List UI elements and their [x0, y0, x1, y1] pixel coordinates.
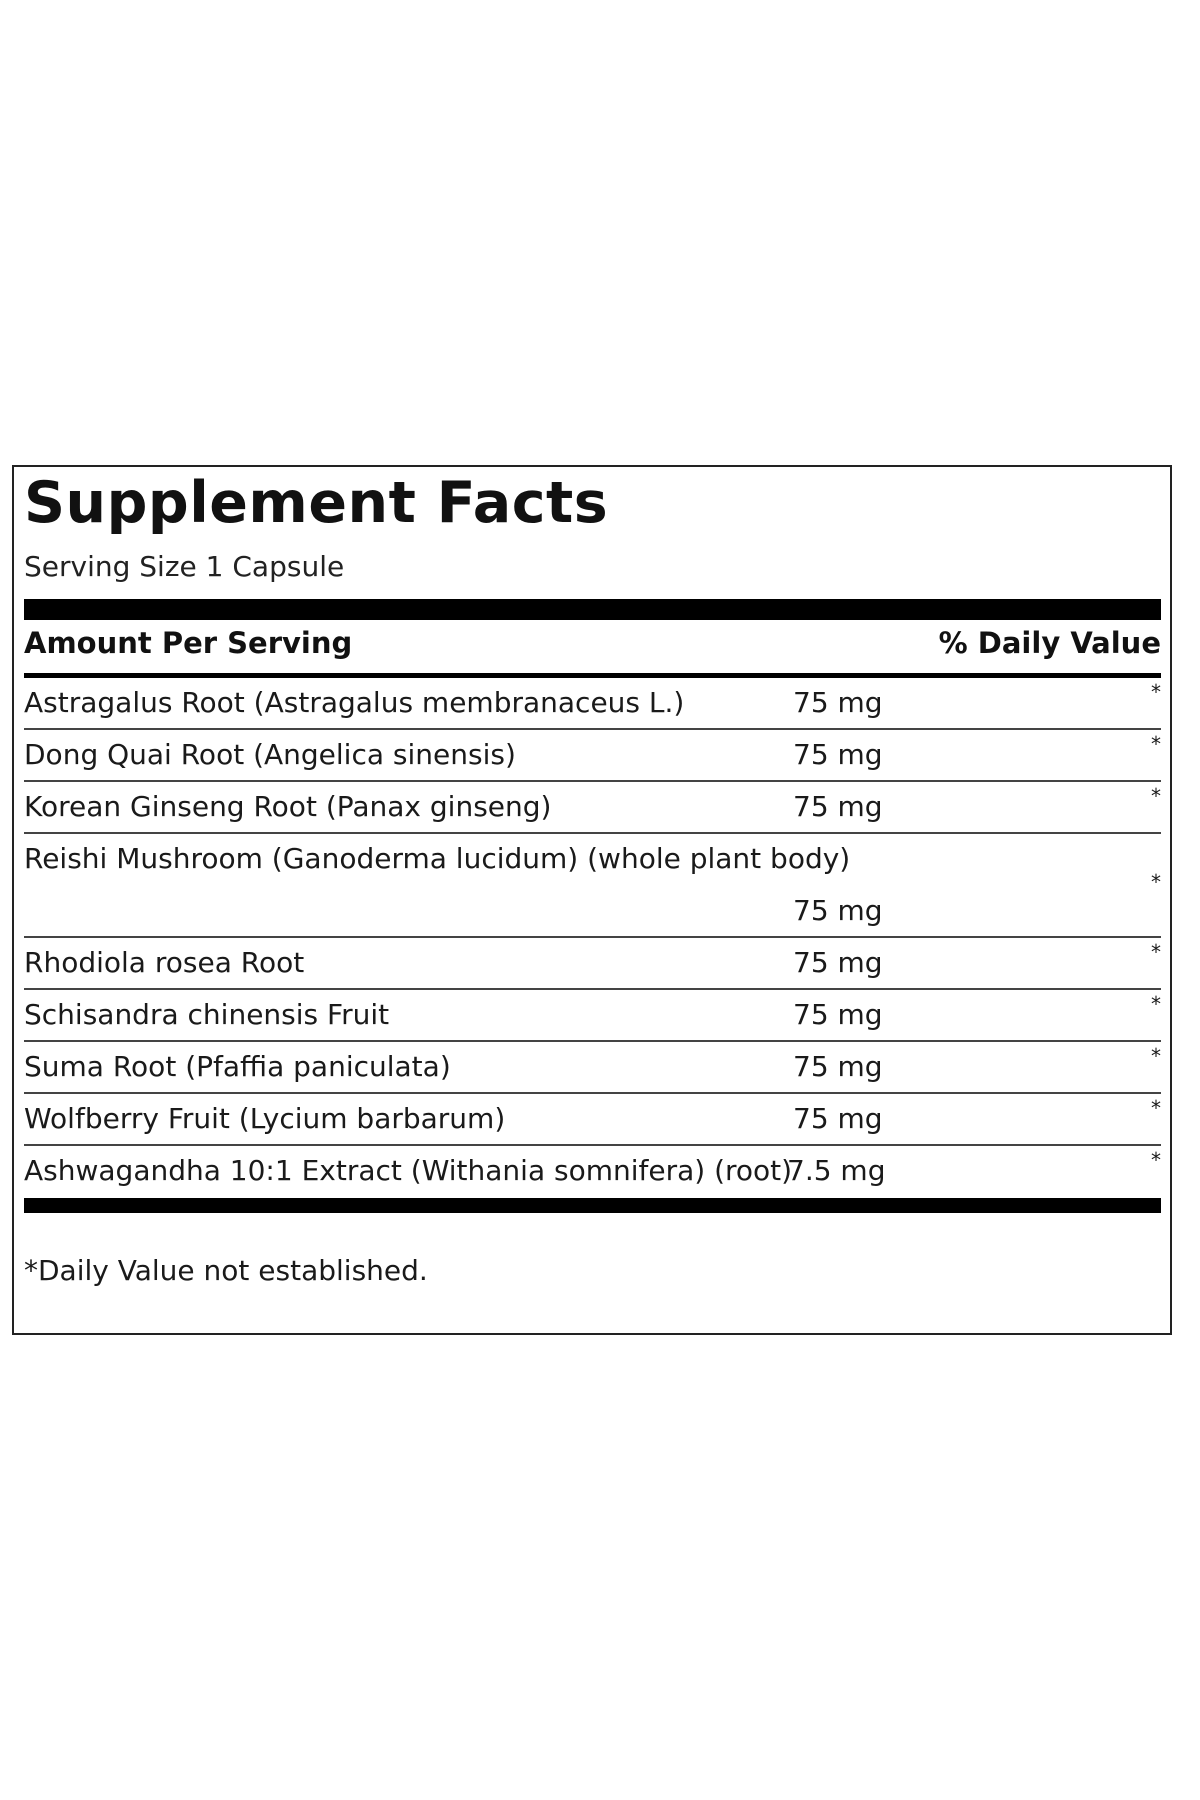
- supplement-facts-panel: [12, 465, 1172, 1335]
- serving-size: Serving Size 1 Capsule: [24, 550, 345, 583]
- ingredient-row: [24, 938, 1161, 990]
- ingredient-name: Suma Root (Pfaffia paniculata): [24, 1050, 451, 1083]
- ingredient-daily-value: *: [1151, 870, 1161, 894]
- ingredient-daily-value: *: [1151, 784, 1161, 808]
- ingredient-row: [24, 1094, 1161, 1146]
- ingredient-name: Dong Quai Root (Angelica sinensis): [24, 738, 516, 771]
- ingredient-amount: 75 mg: [793, 894, 883, 927]
- amount-per-serving-header: Amount Per Serving: [24, 626, 353, 660]
- footnote: *Daily Value not established.: [24, 1254, 428, 1287]
- ingredient-amount: 75 mg: [793, 946, 883, 979]
- ingredient-amount: 75 mg: [793, 1102, 883, 1135]
- ingredient-row: [24, 990, 1161, 1042]
- ingredient-daily-value: *: [1151, 1148, 1161, 1172]
- ingredient-daily-value: *: [1151, 992, 1161, 1016]
- ingredient-name: Korean Ginseng Root (Panax ginseng): [24, 790, 552, 823]
- ingredient-row: [24, 782, 1161, 834]
- top-thick-divider: [24, 599, 1161, 620]
- ingredient-name: Reishi Mushroom (Ganoderma lucidum) (whole plant body): [24, 842, 851, 875]
- ingredient-name: Wolfberry Fruit (Lycium barbarum): [24, 1102, 506, 1135]
- ingredient-row: [24, 678, 1161, 730]
- ingredient-daily-value: *: [1151, 680, 1161, 704]
- ingredient-name: Rhodiola rosea Root: [24, 946, 305, 979]
- ingredient-list: [24, 678, 1161, 1198]
- ingredient-amount: 75 mg: [793, 998, 883, 1031]
- ingredient-amount: 75 mg: [793, 686, 883, 719]
- ingredient-daily-value: *: [1151, 1096, 1161, 1120]
- ingredient-name: Schisandra chinensis Fruit: [24, 998, 390, 1031]
- ingredient-amount: 7.5 mg: [787, 1154, 886, 1187]
- ingredient-amount: 75 mg: [793, 738, 883, 771]
- label-title: Supplement Facts: [24, 470, 609, 536]
- ingredient-amount: 75 mg: [793, 790, 883, 823]
- ingredient-row: [24, 730, 1161, 782]
- ingredient-row: [24, 1042, 1161, 1094]
- ingredient-amount: 75 mg: [793, 1050, 883, 1083]
- ingredient-name: Ashwagandha 10:1 Extract (Withania somnifera) (root): [24, 1154, 793, 1187]
- ingredient-daily-value: *: [1151, 940, 1161, 964]
- daily-value-header: % Daily Value: [938, 626, 1161, 660]
- ingredient-daily-value: *: [1151, 732, 1161, 756]
- ingredient-row: [24, 1146, 1161, 1198]
- bottom-thick-divider: [24, 1198, 1161, 1213]
- ingredient-daily-value: *: [1151, 1044, 1161, 1068]
- ingredient-name: Astragalus Root (Astragalus membranaceus L.): [24, 686, 685, 719]
- ingredient-row: [24, 834, 1161, 938]
